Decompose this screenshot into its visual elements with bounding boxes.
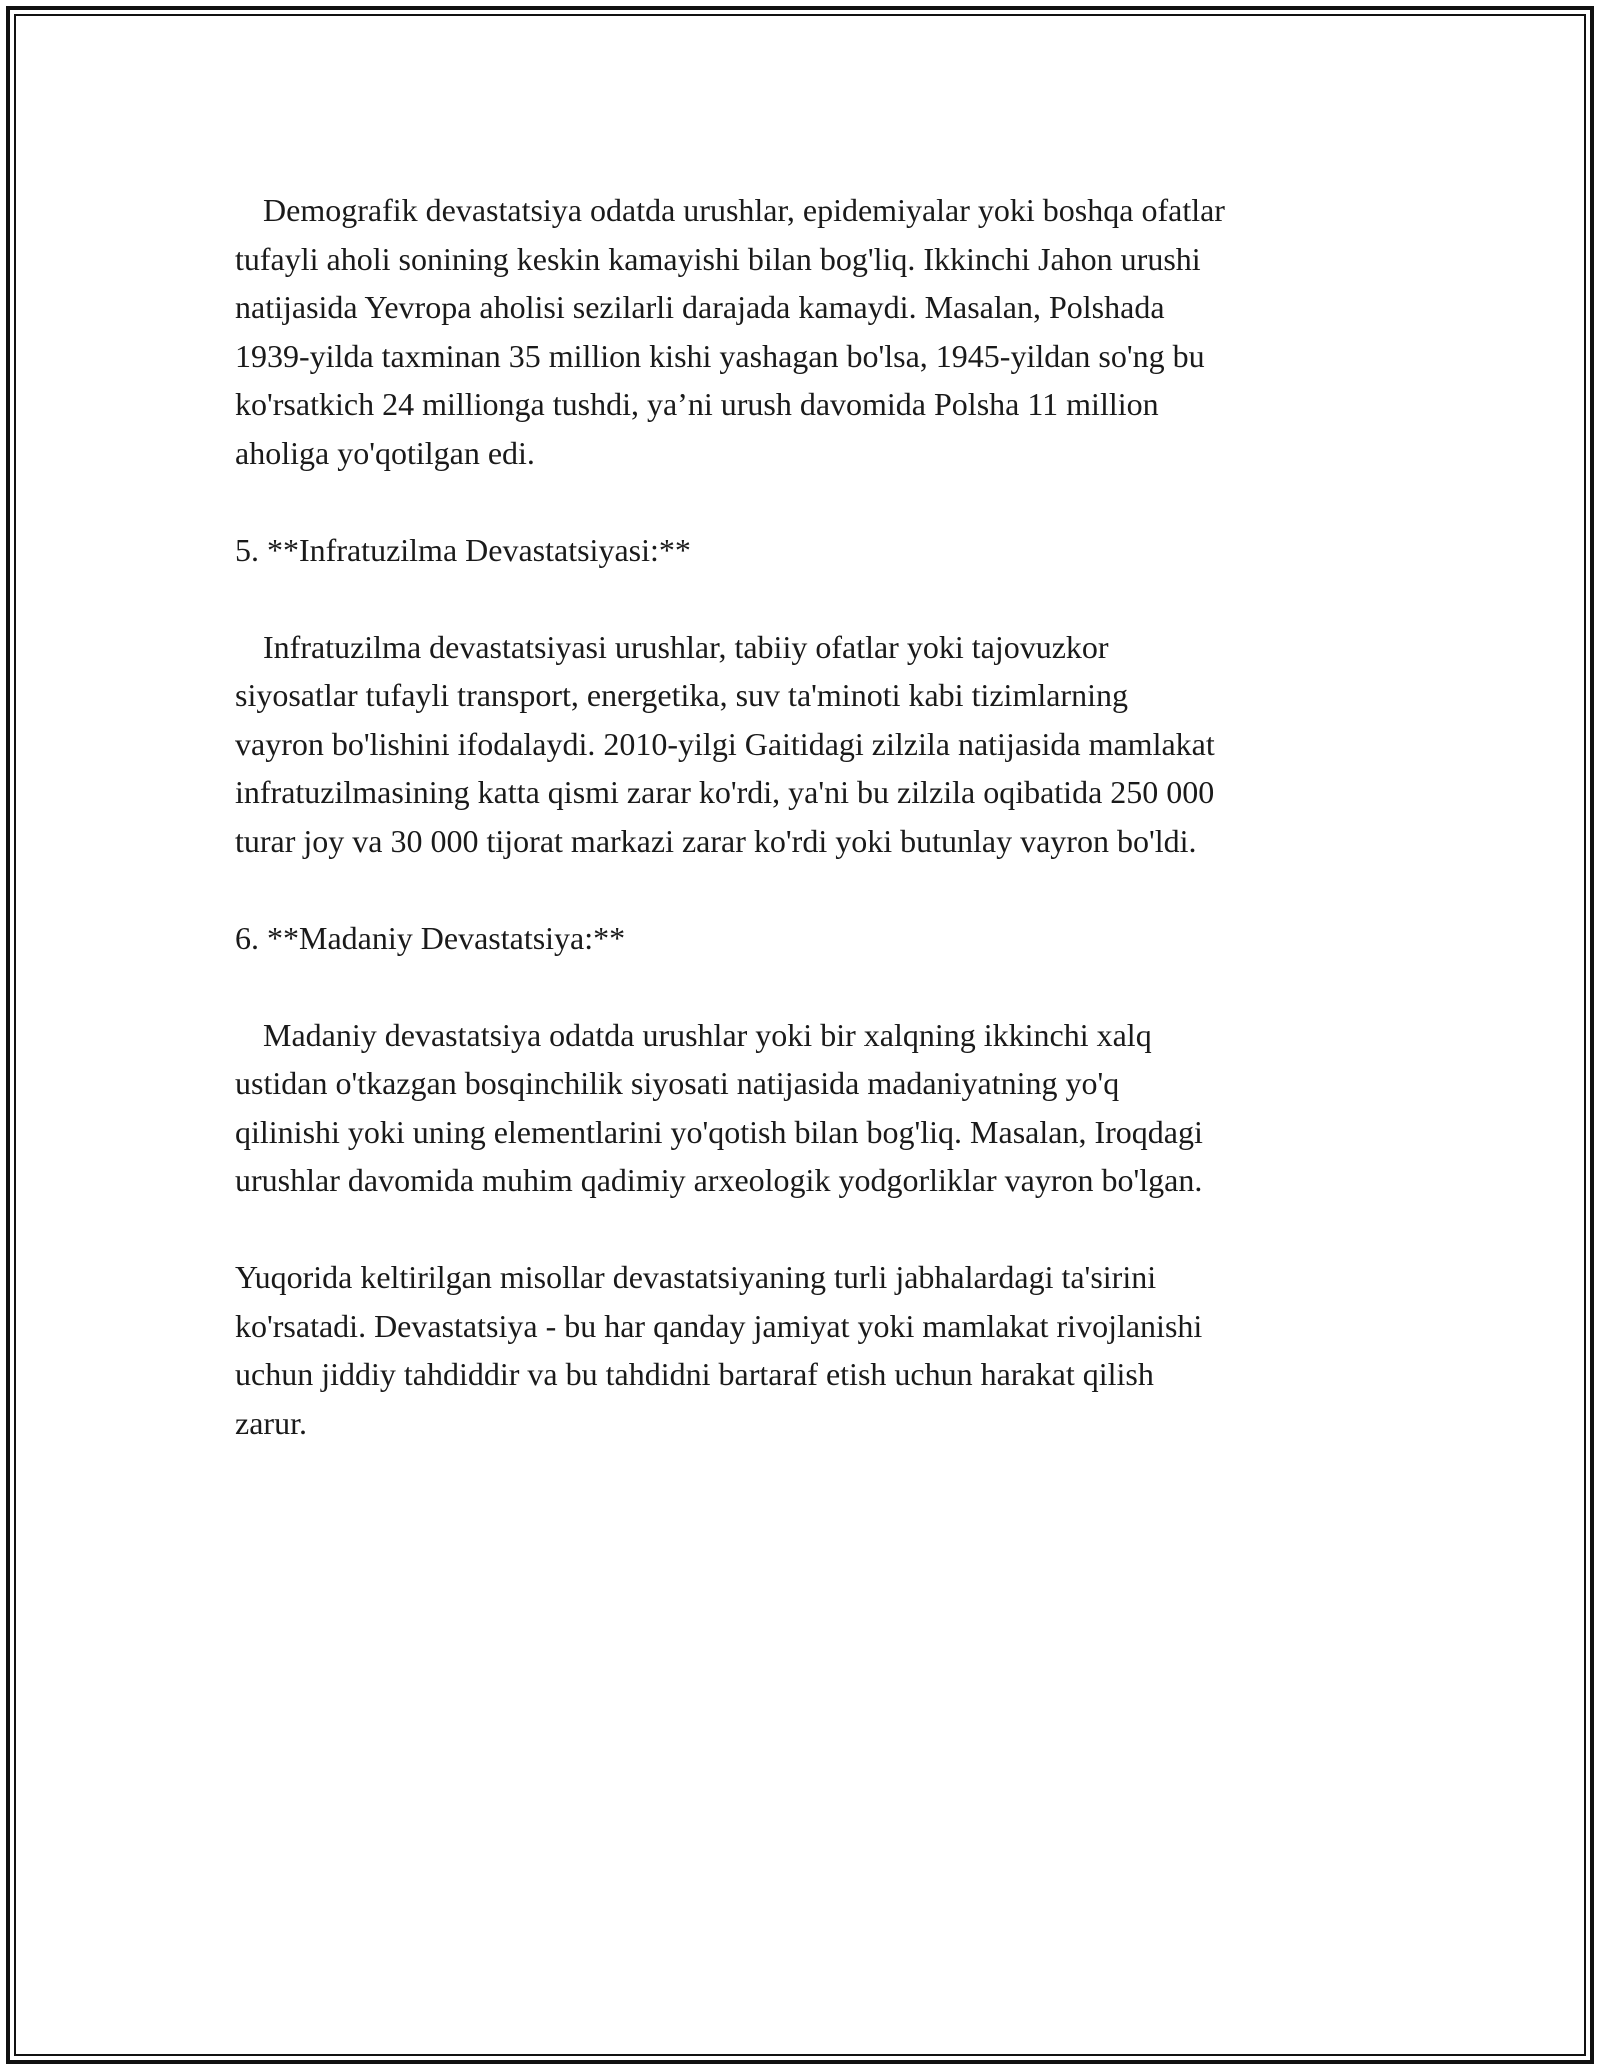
heading-infrastructure: 5. **Infratuzilma Devastatsiyasi:** — [235, 531, 691, 568]
paragraph-demographic: Demografik devastatsiya odatda urushlar, epidemiyalar yoki boshqa ofatlar tufayli aholi sonining keskin kamayishi bilan bog'liq. Ikkinchi Jahon urushi natijasida Yevropa aholisi sezilarli darajada kamaydi. Masalan, Polshada 1939-yilda taxminan 35 million kishi yashagan bo'lsa, 1945-yildan so'ng bu ko'rsatkich 24 millionga tushdi, ya’ni urush davomida Polsha 11 million aholiga yo'qotilgan edi. — [235, 192, 1225, 471]
document-body — [235, 186, 1385, 1496]
heading-cultural: 6. **Madaniy Devastatsiya:** — [235, 919, 626, 956]
paragraph-conclusion: Yuqorida keltirilgan misollar devastatsiyaning turli jabhalardagi ta'sirini ko'rsatadi. Devastatsiya - bu har qanday jamiyat yoki mamlakat rivojlanishi uchun jiddiy tahdiddir va bu tahdidni bartaraf etish uchun harakat qilish zarur. — [235, 1259, 1203, 1441]
paragraph-cultural: Madaniy devastatsiya odatda urushlar yoki bir xalqning ikkinchi xalq ustidan o'tkazgan bosqinchilik siyosati natijasida madaniyatning yo'q qilinishi yoki uning elementlarini yo'qotish bilan bog'liq. Masalan, Iroqdagi urushlar davomida muhim qadimiy arxeologik yodgorliklar vayron bo'lgan. — [235, 1016, 1203, 1198]
paragraph-infrastructure: Infratuzilma devastatsiyasi urushlar, tabiiy ofatlar yoki tajovuzkor siyosatlar tufayli transport, energetika, suv ta'minoti kabi tizimlarning vayron bo'lishini ifodalaydi. 2010-yilgi Gaitidagi zilzila natijasida mamlakat infratuzilmasining katta qismi zarar ko'rdi, ya'ni bu zilzila oqibatida 250 000 turar joy va 30 000 tijorat markazi zarar ko'rdi yoki butunlay vayron bo'ldi. — [235, 628, 1215, 859]
